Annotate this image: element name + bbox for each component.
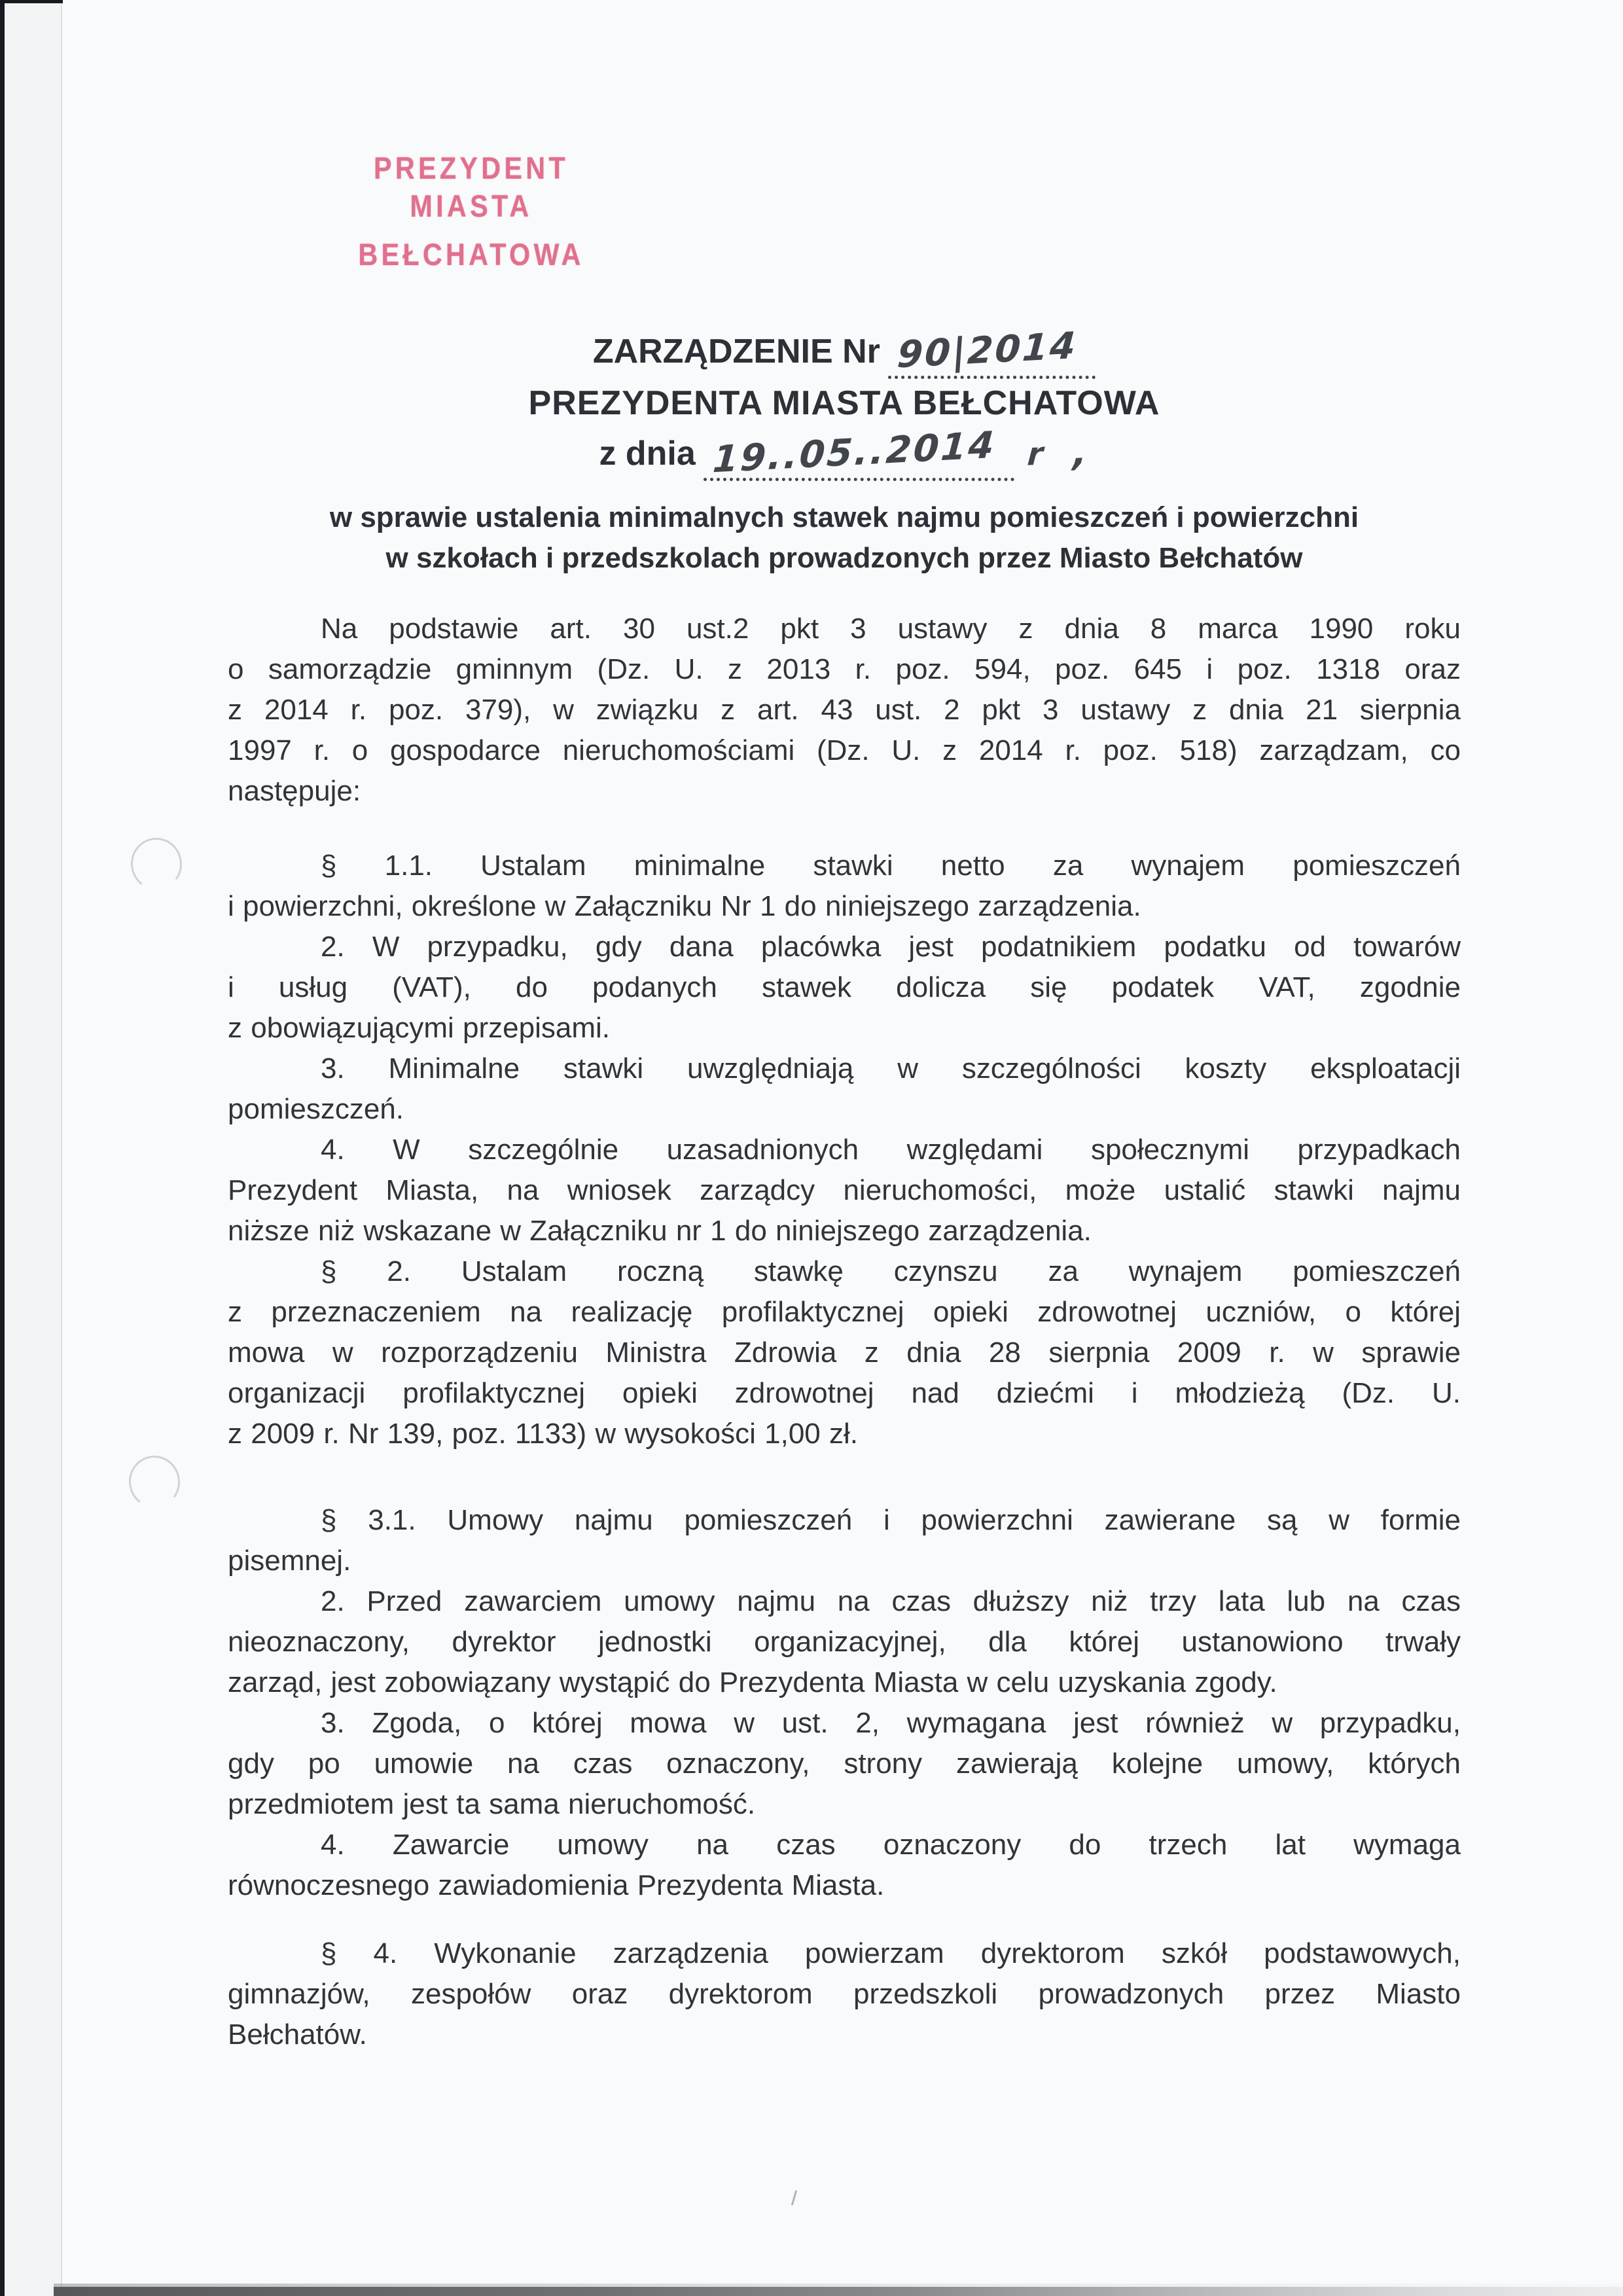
text-line: pisemnej. — [228, 1545, 351, 1577]
text-line: zarząd, jest zobowiązany wystąpić do Prezydenta Miasta w celu uzyskania zgody. — [228, 1666, 1277, 1698]
text-line: gimnazjów, zespołów oraz dyrektorom przedszkoli prowadzonych przez Miasto — [228, 1978, 1461, 2010]
ordinance-title-prefix: ZARZĄDZENIE Nr — [592, 332, 880, 370]
paragraph-section-1-3 — [228, 1049, 1461, 1130]
subject-line-1: w sprawie ustalenia minimalnych stawek najmu pomieszczeń i powierzchni — [329, 501, 1359, 533]
document-heading — [228, 324, 1461, 482]
punch-hole-mark — [126, 1452, 183, 1511]
text-line: z obowiązującymi przepisami. — [228, 1012, 610, 1044]
ordinance-number-writein — [888, 324, 1096, 379]
text-line: 2. W przypadku, gdy dana placówka jest podatnikiem podatku od towarów — [321, 931, 1461, 963]
text-line: Prezydent Miasta, na wniosek zarządcy nieruchomości, może ustalić stawki najmu — [228, 1174, 1461, 1206]
stamp-line-1: PREZYDENT MIASTA — [373, 151, 569, 223]
ordinance-number-line — [228, 324, 1461, 379]
scan-edge-bottom — [54, 2287, 1623, 2296]
text-line: § 3.1. Umowy najmu pomieszczeń i powierzchni zawierane są w formie — [321, 1504, 1461, 1536]
text-line: o samorządzie gminnym (Dz. U. z 2013 r. poz. 594, poz. 645 i poz. 1318 oraz — [228, 653, 1461, 685]
text-line: nieoznaczony, dyrektor jednostki organizacyjnej, dla której ustanowiono trwały — [228, 1626, 1461, 1658]
paragraph-section-3-4 — [228, 1825, 1461, 1906]
date-suffix-handwritten: r — [1026, 435, 1046, 473]
paragraph-section-3-1 — [228, 1500, 1461, 1581]
paper-left-margin — [5, 0, 61, 2296]
date-prefix: z dnia — [599, 435, 696, 473]
paragraph-section-2 — [228, 1251, 1461, 1454]
text-line: przedmiotem jest ta sama nieruchomość. — [228, 1788, 756, 1820]
subject-line-2: w szkołach i przedszkolach prowadzonych przez Miasto Bełchatów — [385, 542, 1303, 574]
document-body — [228, 609, 1461, 2055]
text-line: 3. Minimalne stawki uwzględniają w szczególności koszty eksploatacji — [321, 1052, 1461, 1085]
date-writein — [704, 423, 1014, 482]
scan-edge-left — [0, 0, 5, 2296]
text-line: następuje: — [228, 775, 361, 807]
text-line: § 1.1. Ustalam minimalne stawki netto za wynajem pomieszczeń — [321, 850, 1461, 882]
paper-fold-line — [61, 0, 62, 2296]
text-line: z 2014 r. poz. 379), w związku z art. 43 ust. 2 pkt 3 ustawy z dnia 21 sierpnia — [228, 694, 1461, 726]
paragraph-section-1-1 — [228, 846, 1461, 927]
text-line: 4. W szczególnie uzasadnionych względami społecznymi przypadkach — [321, 1134, 1461, 1166]
issuer-line: PREZYDENTA MIASTA BEŁCHATOWA — [528, 384, 1160, 422]
text-line: § 4. Wykonanie zarządzenia powierzam dyrektorom szkół podstawowych, — [321, 1937, 1461, 1969]
paragraph-section-1-4 — [228, 1130, 1461, 1251]
text-line: niższe niż wskazane w Załączniku nr 1 do niniejszego zarządzenia. — [228, 1215, 1092, 1247]
text-line: gdy po umowie na czas oznaczony, strony zawierają kolejne umowy, których — [228, 1748, 1461, 1780]
text-line: 4. Zawarcie umowy na czas oznaczony do trzech lat wymaga — [321, 1829, 1461, 1861]
text-line: z 2009 r. Nr 139, poz. 1133) w wysokości 1,00 zł. — [228, 1418, 858, 1450]
pen-comma-mark: , — [1072, 431, 1091, 475]
paragraph-section-3-2 — [228, 1581, 1461, 1703]
pen-stray-mark — [791, 2190, 797, 2206]
text-line: i usług (VAT), do podanych stawek dolicza się podatek VAT, zgodnie — [228, 971, 1461, 1003]
paragraph-legal-basis — [228, 609, 1461, 812]
punch-hole-mark — [128, 834, 185, 893]
subject-block — [228, 497, 1461, 579]
text-line: Na podstawie art. 30 ust.2 pkt 3 ustawy z dnia 8 marca 1990 roku — [321, 613, 1461, 645]
text-line: § 2. Ustalam roczną stawkę czynszu za wynajem pomieszczeń — [321, 1255, 1461, 1287]
mayor-office-stamp — [288, 149, 654, 274]
stamp-line-2: BEŁCHATOWA — [358, 237, 584, 272]
text-line: i powierzchni, określone w Załączniku Nr 1 do niniejszego zarządzenia. — [228, 890, 1141, 922]
paragraph-section-4 — [228, 1933, 1461, 2055]
paragraph-section-3-3 — [228, 1703, 1461, 1825]
text-line: pomieszczeń. — [228, 1093, 404, 1125]
text-line: 3. Zgoda, o której mowa w ust. 2, wymagana jest również w przypadku, — [321, 1707, 1461, 1739]
text-line: organizacji profilaktycznej opieki zdrowotnej nad dziećmi i młodzieżą (Dz. U. — [228, 1377, 1461, 1409]
scan-edge-top — [0, 0, 63, 3]
date-handwritten: 19..05..2014 — [711, 423, 997, 482]
date-line — [228, 423, 1461, 482]
text-line: 1997 r. o gospodarce nieruchomościami (Dz. U. z 2014 r. poz. 518) zarządzam, co — [228, 734, 1461, 766]
text-line: mowa w rozporządzeniu Ministra Zdrowia z dnia 28 sierpnia 2009 r. w sprawie — [228, 1336, 1461, 1369]
text-line: równoczesnego zawiadomienia Prezydenta Miasta. — [228, 1869, 885, 1901]
text-line: 2. Przed zawarciem umowy najmu na czas dłuższy niż trzy lata lub na czas — [321, 1585, 1461, 1617]
ordinance-number-handwritten: 90|2014 — [895, 324, 1079, 377]
paragraph-section-1-2 — [228, 927, 1461, 1049]
text-line: z przeznaczeniem na realizację profilaktycznej opieki zdrowotnej uczniów, o której — [228, 1296, 1461, 1328]
text-line: Bełchatów. — [228, 2018, 367, 2051]
